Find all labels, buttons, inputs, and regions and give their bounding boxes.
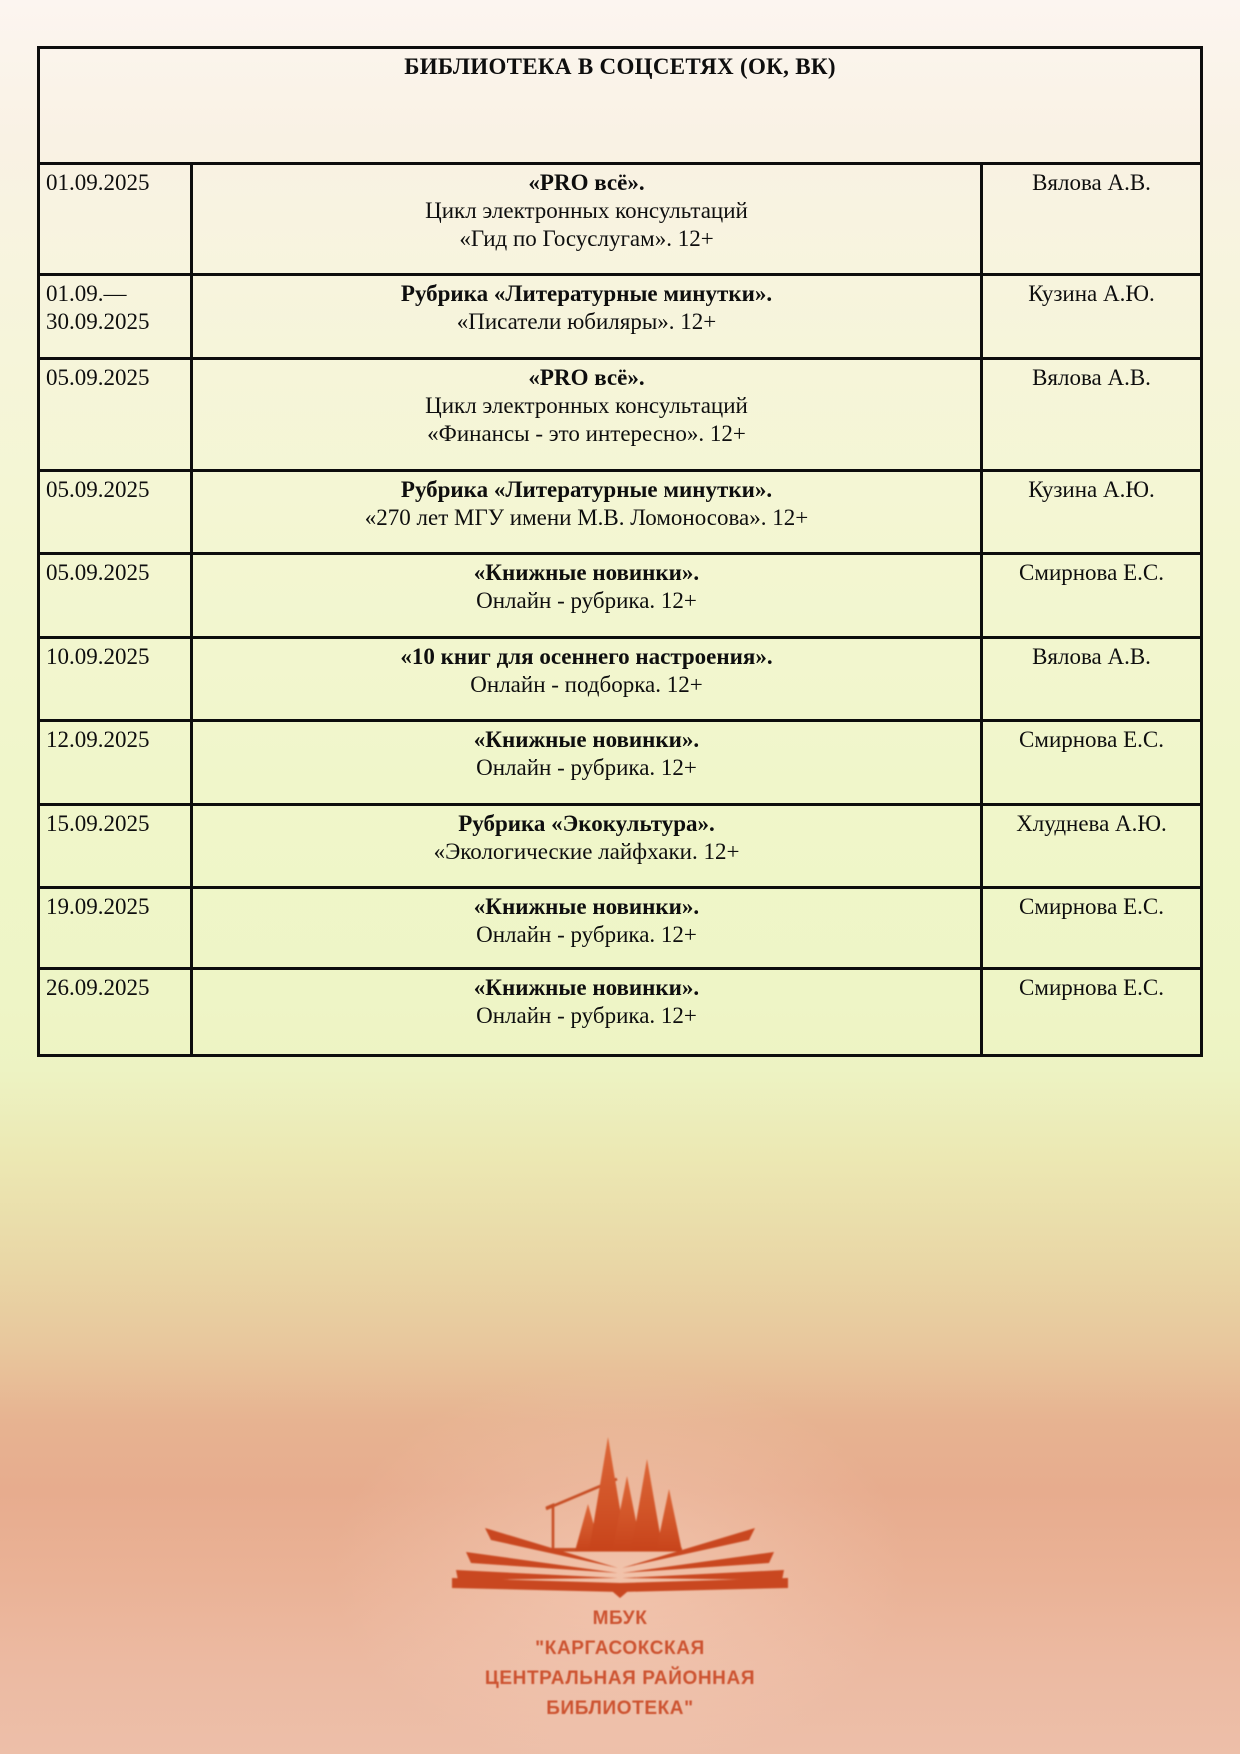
person-cell: Кузина А.Ю. <box>982 471 1202 554</box>
person-cell: Смирнова Е.С. <box>982 554 1202 638</box>
table-row <box>39 805 1202 888</box>
event-cell: «10 книг для осеннего настроения». Онлайн - подборка. 12+ <box>192 638 982 721</box>
page-title: БИБЛИОТЕКА В СОЦСЕТЯХ (ОК, ВК) <box>39 48 1202 164</box>
table-row <box>39 275 1202 359</box>
library-logo <box>0 1420 1240 1724</box>
table-row <box>39 721 1202 805</box>
date-cell: 01.09.— 30.09.2025 <box>39 275 192 359</box>
event-cell: Рубрика «Экокультура». «Экологические лайфхаки. 12+ <box>192 805 982 888</box>
date-cell: 15.09.2025 <box>39 805 192 888</box>
event-cell: «PRO всё». Цикл электронных консультаций «Финансы - это интересно». 12+ <box>192 359 982 471</box>
table-row <box>39 554 1202 638</box>
date-cell: 19.09.2025 <box>39 888 192 969</box>
event-cell: «Книжные новинки». Онлайн - рубрика. 12+ <box>192 721 982 805</box>
date-cell: 05.09.2025 <box>39 471 192 554</box>
schedule-table <box>37 46 1203 1057</box>
person-cell: Вялова А.В. <box>982 164 1202 275</box>
house-icon <box>546 1479 617 1551</box>
person-cell: Кузина А.Ю. <box>982 275 1202 359</box>
date-cell: 26.09.2025 <box>39 969 192 1056</box>
event-cell: «PRO всё». Цикл электронных консультаций «Гид по Госуслугам». 12+ <box>192 164 982 275</box>
date-cell: 10.09.2025 <box>39 638 192 721</box>
fir-trees-icon <box>575 1437 682 1551</box>
event-cell: «Книжные новинки». Онлайн - рубрика. 12+ <box>192 554 982 638</box>
person-cell: Смирнова Е.С. <box>982 888 1202 969</box>
table-row <box>39 888 1202 969</box>
event-cell: Рубрика «Литературные минутки». «Писатели юбиляры». 12+ <box>192 275 982 359</box>
open-book-icon <box>452 1528 788 1598</box>
table-row <box>39 471 1202 554</box>
person-cell: Вялова А.В. <box>982 638 1202 721</box>
event-cell: Рубрика «Литературные минутки». «270 лет МГУ имени М.В. Ломоносова». 12+ <box>192 471 982 554</box>
event-cell: «Книжные новинки». Онлайн - рубрика. 12+ <box>192 888 982 969</box>
date-cell: 01.09.2025 <box>39 164 192 275</box>
date-cell: 12.09.2025 <box>39 721 192 805</box>
title-row <box>39 48 1202 164</box>
person-cell: Смирнова Е.С. <box>982 969 1202 1056</box>
table-row <box>39 359 1202 471</box>
ground-line <box>551 1548 682 1552</box>
person-cell: Смирнова Е.С. <box>982 721 1202 805</box>
table-row <box>39 969 1202 1056</box>
library-logo-icon <box>390 1420 850 1598</box>
library-logo-text: МБУК "КАРГАСОКСКАЯ ЦЕНТРАЛЬНАЯ РАЙОННАЯ БИБЛИОТЕКА" <box>484 1608 756 1719</box>
person-cell: Хлуднева А.Ю. <box>982 805 1202 888</box>
person-cell: Вялова А.В. <box>982 359 1202 471</box>
table-row <box>39 638 1202 721</box>
event-cell: «Книжные новинки». Онлайн - рубрика. 12+ <box>192 969 982 1056</box>
date-cell: 05.09.2025 <box>39 359 192 471</box>
table-row <box>39 164 1202 275</box>
date-cell: 05.09.2025 <box>39 554 192 638</box>
